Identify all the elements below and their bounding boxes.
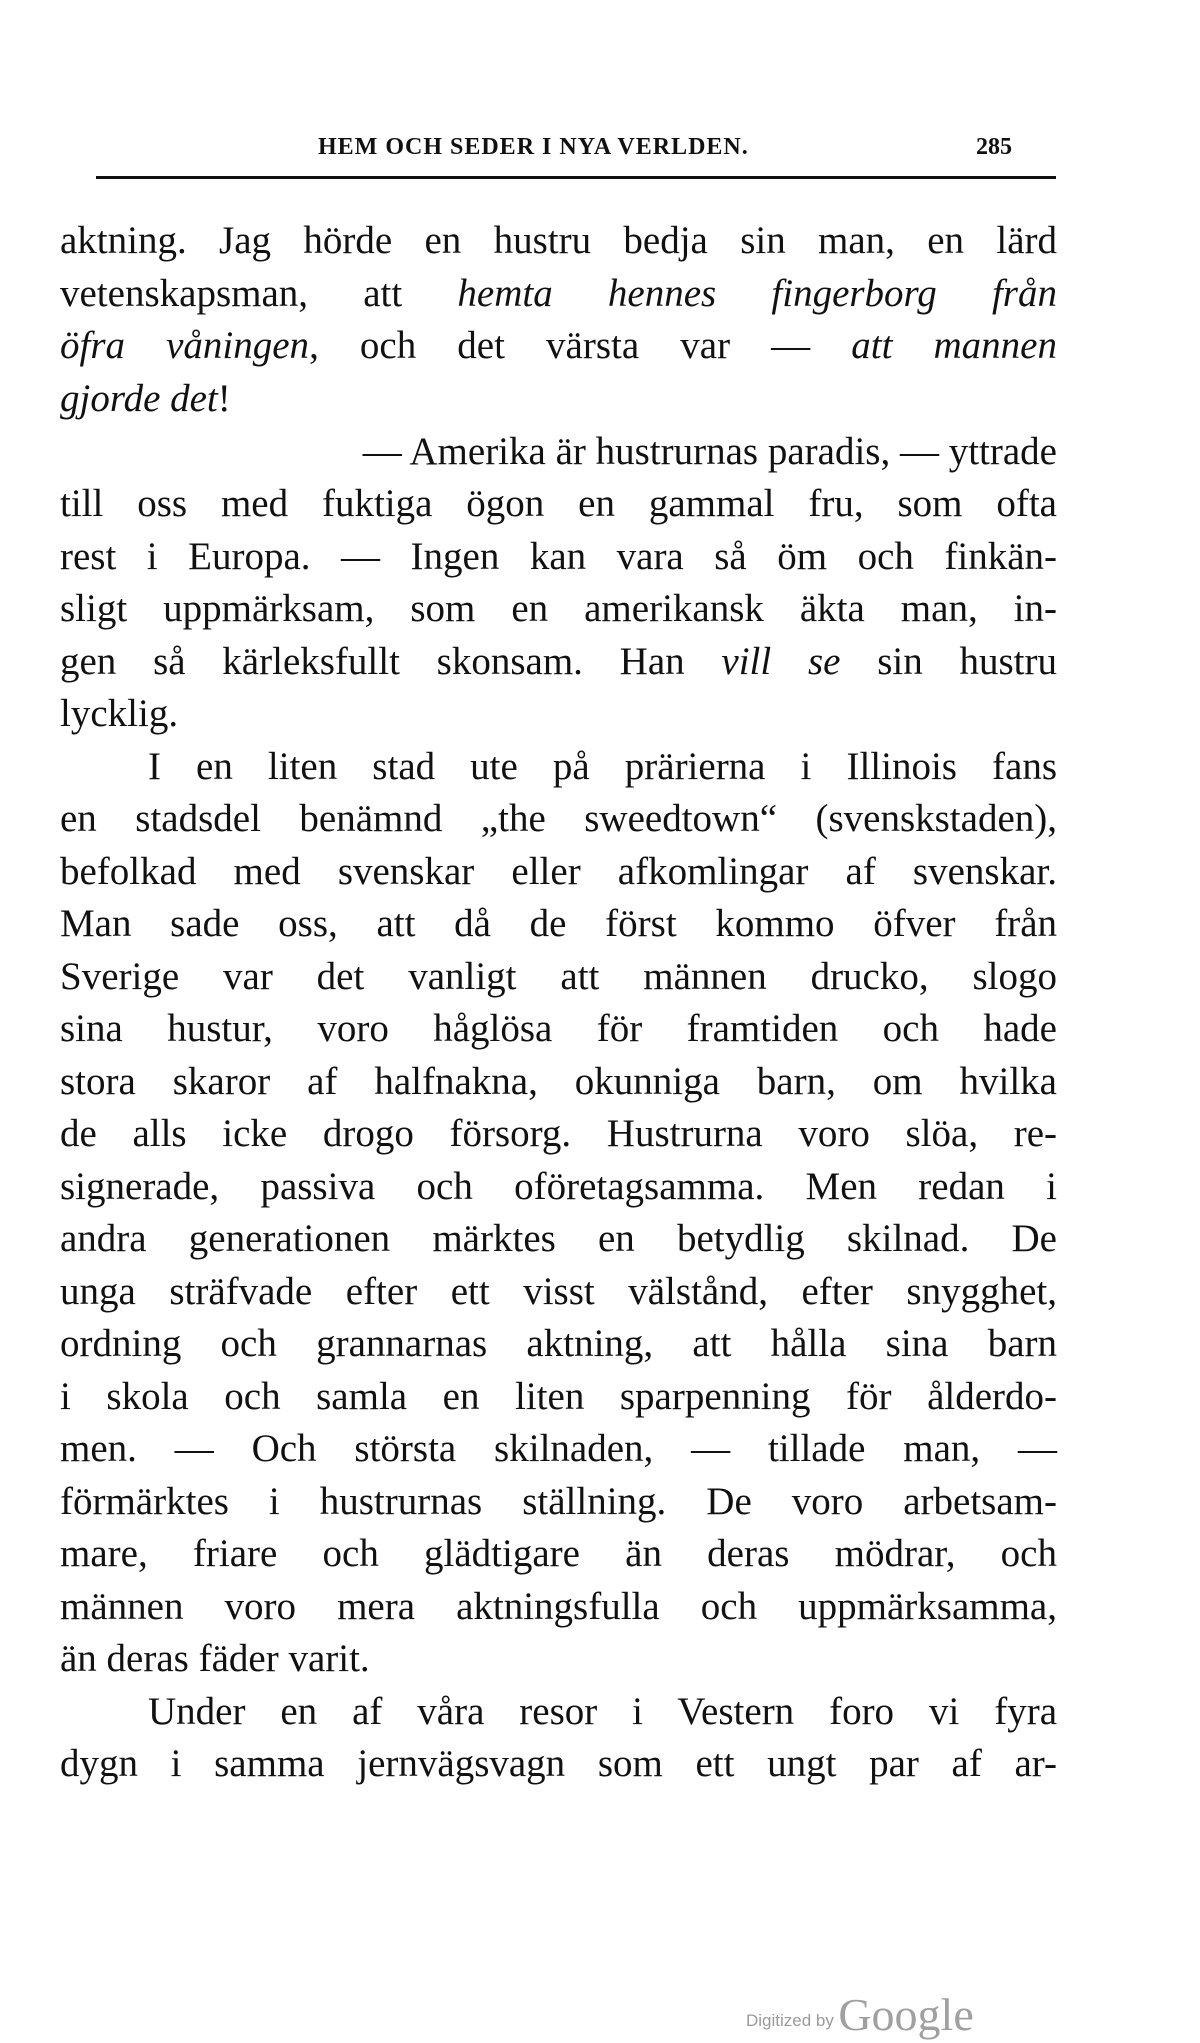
digitized-label: Digitized by bbox=[746, 2011, 834, 2030]
header-rule bbox=[96, 176, 1056, 179]
text-line: stora skaror af halfnakna, okunniga barn, om hvilka bbox=[60, 1060, 1057, 1103]
text-line: vetenskapsman, att hemta hennes fingerborg från bbox=[60, 272, 1057, 315]
digitized-watermark bbox=[746, 1988, 974, 2041]
page-number: 285 bbox=[976, 134, 1012, 160]
text-line: i skola och samla en liten sparpenning för ålderdo- bbox=[60, 1375, 1057, 1418]
text-line: unga sträfvade efter ett visst välstånd, efter snygghet, bbox=[60, 1270, 1057, 1313]
text-line: dygn i samma jernvägsvagn som ett ungt par af ar- bbox=[60, 1742, 1057, 1785]
text-line: aktning. Jag hörde en hustru bedja sin man, en lärd bbox=[60, 219, 1057, 262]
text-line: till oss med fuktiga ögon en gammal fru, som ofta bbox=[60, 482, 1057, 525]
text-line: andra generationen märktes en betydlig skilnad. De bbox=[60, 1217, 1057, 1260]
text-line: Man sade oss, att då de först kommo öfver från bbox=[60, 902, 1057, 945]
text-line: de alls icke drogo försorg. Hustrurna voro slöa, re- bbox=[60, 1112, 1057, 1155]
text-line: än deras fäder varit. bbox=[60, 1637, 370, 1680]
running-header-title: HEM OCH SEDER I NYA VERLDEN. bbox=[318, 134, 749, 160]
text-line: gjorde det! bbox=[60, 377, 231, 420]
text-line: signerade, passiva och oföretagsamma. Men redan i bbox=[60, 1165, 1057, 1208]
text-line: I en liten stad ute på prärierna i Illinois fans bbox=[148, 745, 1057, 788]
text-line: Under en af våra resor i Vestern foro vi fyra bbox=[148, 1690, 1057, 1733]
text-line: gen så kärleksfullt skonsam. Han vill se sin hustru bbox=[60, 640, 1057, 683]
text-line: öfra våningen, och det värsta var — att mannen bbox=[60, 324, 1057, 367]
text-line: rest i Europa. — Ingen kan vara så öm och finkän- bbox=[60, 535, 1057, 578]
text-line: sligt uppmärksam, som en amerikansk äkta man, in- bbox=[60, 587, 1057, 630]
text-line: — Amerika är hustrurnas paradis, — yttrade bbox=[362, 430, 1057, 473]
text-line: sina hustur, voro håglösa för framtiden och hade bbox=[60, 1007, 1057, 1050]
text-line: ordning och grannarnas aktning, att hålla sina barn bbox=[60, 1322, 1057, 1365]
google-logo: Google bbox=[838, 1989, 974, 2040]
text-line: en stadsdel benämnd „the sweedtown“ (svenskstaden), bbox=[60, 797, 1057, 840]
text-line: men. — Och största skilnaden, — tillade man, — bbox=[60, 1427, 1057, 1470]
text-line: förmärktes i hustrurnas ställning. De voro arbetsam- bbox=[60, 1480, 1057, 1523]
text-line: befolkad med svenskar eller afkomlingar af svenskar. bbox=[60, 850, 1057, 893]
text-line: mare, friare och glädtigare än deras mödrar, och bbox=[60, 1532, 1057, 1575]
text-line: Sverige var det vanligt att männen drucko, slogo bbox=[60, 955, 1057, 998]
text-line: lycklig. bbox=[60, 692, 179, 735]
text-line: männen voro mera aktningsfulla och uppmärksamma, bbox=[60, 1585, 1057, 1628]
